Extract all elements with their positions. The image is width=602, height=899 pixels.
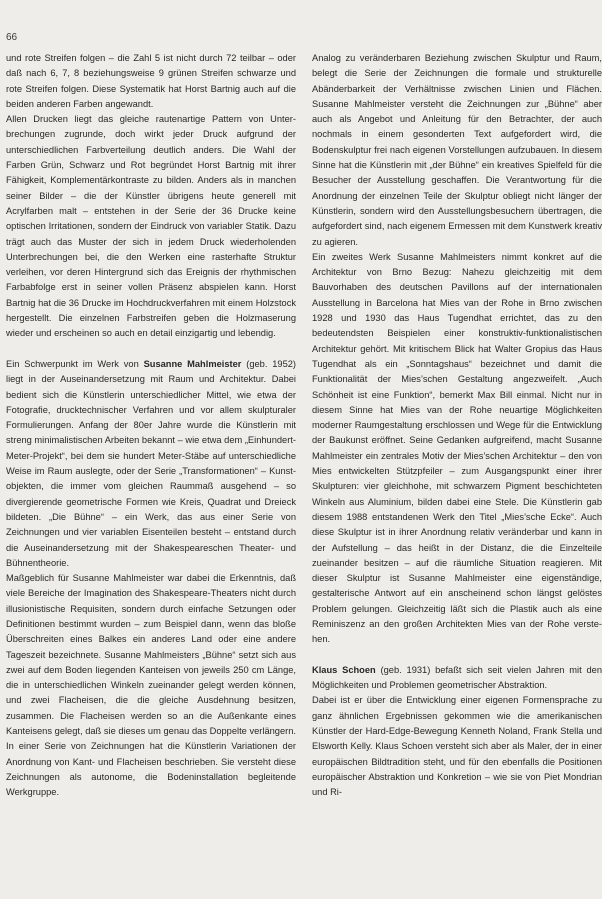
paragraph-mahlmeister-intro [6,357,296,571]
artist-name-schoen: Klaus Schoen [312,664,376,675]
paragraph-buehne: Maßgeblich für Susanne Mahlmeister war dabei die Erkenntnis, daß viele Bereiche der Imagination des Shakespeare-Theaters nicht durch illusionistische Requisiten, sondern durch einfache Setzungen oder Definitionen bestimmt wurden – zum Beispiel dann, wenn das bloße Überschreiten eines Balkes ein anderes Land oder eine andere Tageszeit bezeichnete. Susanne Mahlmeisters „Bühne“ setzt sich aus zwei auf dem Boden liegenden Kanteisen von jeweils 250 cm Länge, die in unterschiedlichen Winkeln zueinander gelegt werden können, und zwei Flacheisen, die die gleiche Ausdehnung besitzen, zusammen. Die Flacheisen werden so an die Außenkante eines Kanteisens gelegt, daß sie dieses um genau das Doppelte verlängern. In einer Serie von Zeichnungen hat die Künstlerin Variationen der Anordnung von Kant- und Flacheisen beschrieben. Sie versteht diese Zeichnungen als autonome, die Bodeninstallation begleitende Werkgruppe. [6,573,296,798]
paragraph-gap [6,342,296,357]
page-number: 66 [6,32,18,43]
right-text-column [312,51,602,801]
paragraph-schoen-intro [312,663,602,694]
artist-name-mahlmeister: Susanne Mahlmeister [143,358,242,369]
paragraph-body-text: (geb. 1952) liegt in der Auseinandersetzung mit Raum und Architektur. Dabei bedient sich die Künstlerin unterschiedlicher Mittel, wie etwa der Fotografie, drucktechnischer Verfahren und vor allem skulpturaler Formulierungen. Anfang der 80er Jahre wurde die Künstlerin mit streng minimalistischen Arbeiten bekannt – wie etwa dem „Einhundert-Meter-Projekt“, bei dem sie hundert Meter-Stäbe auf unterschiedliche Weise im Raum auslegte, oder der Serie „Transformationen“ – Kunstobjekten, die immer vom gleichen Raummaß ausgehend – so divergierende geometrische Formen wie Kreis, Quadrat und Dreieck bildeten. „Die Bühne“ – ein Werk, das aus einer Serie von Zeichnungen und vier variablen Eisenteilen besteht – entstand durch die Auseinandersetzung mit der Shakespeareschen Theater- und Bühnentheorie. [6,358,297,568]
paragraph-body-text: (geb. 1931) befaßt sich seit vielen Jahren mit den Möglichkeiten und Problemen geometrischer Abstraktion. [312,664,602,691]
paragraph-drawings: Analog zu veränderbaren Beziehung zwischen Skulptur und Raum, belegt die Serie der Zeichnungen die formale und strukturelle Abänderbarkeit der Verhältnisse zwischen Linien und Flächen. Susanne Mahlmeister versteht die Zeichnungen zur „Bühne“ aber auch als Angebot und Anleitung für den Betrachter, der auch nochmals in einem gesonderten Text aufgefordert wird, die Bodenskulptur frei nach eigenen Vorstellungen aufzubauen. In diesem Sinne hat die Künstlerin mit „der Bühne“ ein kreatives Spielfeld für die Besucher der Ausstellung geschaffen. Die Verantwortung für die Anordnung der einzelnen Teile der Skulptur obliegt nicht länger der Künstlerin, sondern wird den Ausstellungsbesuchern übertragen, die aufgefordert sind, nach eigenem Ermessen mit dem Kunstwerk kreativ zu agieren. [312,53,602,247]
paragraph-mies-ecke: Ein zweites Werk Susanne Mahlmeisters nimmt konkret auf die Architektur von Brno Bezug: Nahezu gleichzeitig mit dem Bauvorhaben des deutschen Pavillons auf der internationalen Ausstellung in Barcelona hat Mies van der Rohe in Brno zwischen 1928 und 1930 das Haus Tugendhat errichtet, das zu den bedeutendsten Beispielen einer konstruktiv-funktionalistischen Architektur gehört. Mit kritischem Blick hat Walter Gropius das Haus Tugendhat als ein „Sonntagshaus“ bezeichnet und damit die Funktionalität der Mies’schen Gestaltung angezweifelt. „Auch Schönheit ist eine Funktion“, bemerkt Max Bill einmal. Nicht nur in diesem Sinne hat Mies van der Rohe neuartige Möglichkeiten moderner Raumgestaltung erschlossen und Wege für die Entwicklung der Baukunst eröffnet. Seine Gedanken aufgreifend, macht Susanne Mahlmeister ein zentrales Motiv der Mies’schen Architektur – den von Mies entwickelten Stützpfeiler – zum Ausgangspunkt einer ihrer Skulpturen: vier gleichhohe, mit schwarzem Pigment beschichteten Winkeln aus Aluminium, bilden dabei eine Stele. Die Künstlerin gab diesem 1988 entstandenen Werk den Titel „Mies’sche Ecke“. Auch diese Skulptur ist in ihrer Anordnung relativ veränderbar und kann in der Aufstellung – das heißt in der Distanz, die die Einzelteile zueinander besitzen – auf die räumliche Situation reagieren. Mit dieser Skulptur ist Susanne Mahlmeister eine eigenständige, gestalterische Antwort auf ein anscheinend schon längst gelöstes Problem gelungen. Gleichzeitig läßt sich die Plastik auch als eine Reminiszenz an den großen Architekten Mies van der Rohe verstehen. [312,251,602,645]
paragraph-lead-text: Ein Schwerpunkt im Werk von [6,358,144,369]
paragraph-bartnig-stripes: und rote Streifen folgen – die Zahl 5 ist nicht durch 72 teilbar – oder daß nach 6, 7, 8 beziehungsweise 9 grünen Streifen schwarze und rote Streifen folgen. Diese Systematik hat Horst Bartnig auch auf die beiden anderen Farben angewandt. [6,53,296,109]
left-text-column [6,51,296,801]
paragraph-schoen-body: Dabei ist er über die Entwicklung einer eigenen Formensprache zu ganz ähnlichen Ergebnissen gekommen wie die amerikanischen Künstler der Hard-Edge-Bewegung Kenneth Noland, Frank Stella und Elsworth Kelly. Klaus Schoen versteht sich aber als Maler, der in einer europäischen Bildtradition steht, und für den ebenfalls die Positionen europäischer Abstraktion und Konkretion – wie sie von Piet Mondrian und Ri- [312,695,602,798]
paragraph-bartnig-prints: Allen Drucken liegt das gleiche rautenartige Pattern von Unterbrechungen zugrunde, doch wirkt jeder Druck aufgrund der unterschiedlichen Farbverteilung deutlich anders. Die Wahl der Farben Grün, Schwarz und Rot begründet Horst Bartnig mit ihrer Fähigkeit, Komplementärkontraste zu bilden. Anders als in manchen seiner Bilder – die der Künstler übrigens heute generell mit Acrylfarben malt – entstehen in der Serie der 36 Drucke keine optischen Irritationen, sondern der Eindruck von variabler Statik. Dazu trägt auch das Muster der sich in jedem Druck wiederholenden Unterbrechungen bei, die den Werken eine rasterhafte Struktur verleihen, vor deren Hintergrund sich das Ereignis der rhythmischen Farbabfolge erst in seiner vollen Präsenz abspielen kann. Horst Bartnig hat die 36 Drucke im Hochdruckverfahren mit einem Holzstock hergestellt. Die einzelnen Farbstreifen geben die Holzmaserung wieder und erscheinen so auch en detail einzigartig und lebendig. [6,114,296,339]
paragraph-gap [312,648,602,663]
